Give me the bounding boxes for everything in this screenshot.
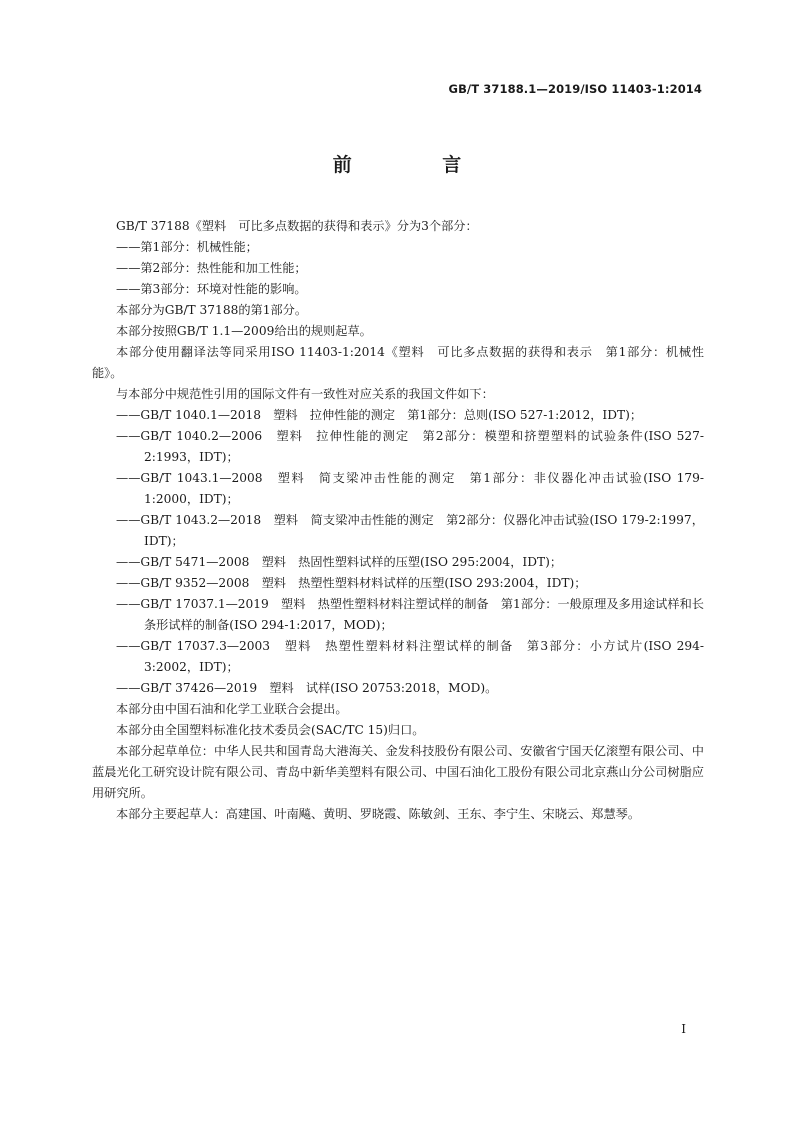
- list-item: ——GB/T 1043.2—2018 塑料 简支梁冲击性能的测定 第2部分：仪器化冲击试验(ISO 179-2:1997，IDT)；: [116, 513, 704, 548]
- list-item: ——GB/T 1040.1—2018 塑料 拉伸性能的测定 第1部分：总则(ISO 527-1:2012，IDT)；: [116, 408, 643, 422]
- paragraph: GB/T 37188《塑料 可比多点数据的获得和表示》分为3个部分：: [116, 219, 478, 233]
- paragraph: 本部分使用翻译法等同采用ISO 11403-1:2014《塑料 可比多点数据的获得和表示 第1部分：机械性能》。: [92, 345, 704, 380]
- list-item: ——GB/T 9352—2008 塑料 热塑性塑料材料试样的压塑(ISO 293:2004，IDT)；: [116, 576, 587, 590]
- paragraph: 与本部分中规范性引用的国际文件有一致性对应关系的我国文件如下：: [116, 387, 494, 401]
- paragraph: 本部分为GB/T 37188的第1部分。: [116, 303, 308, 317]
- list-item: ——GB/T 17037.1—2019 塑料 热塑性塑料材料注塑试样的制备 第1部分：一般原理及多用途试样和长条形试样的制备(ISO 294-1:2017，MOD)；: [116, 597, 704, 632]
- list-item: ——GB/T 5471—2008 塑料 热固性塑料试样的压塑(ISO 295:2004，IDT)；: [116, 555, 563, 569]
- page-number: I: [681, 1022, 686, 1036]
- paragraph: 本部分主要起草人：高建国、叶南飚、黄明、罗晓霞、陈敏剑、王东、李宁生、宋晓云、郑慧琴。: [116, 807, 641, 821]
- paragraph: 本部分起草单位：中华人民共和国青岛大港海关、金发科技股份有限公司、安徽省宁国天亿滚塑有限公司、中蓝晨光化工研究设计院有限公司、青岛中新华美塑料有限公司、中国石油化工股份有限公司北京燕山分公司树脂应用研究所。: [92, 744, 704, 800]
- list-item: ——GB/T 1040.2—2006 塑料 拉伸性能的测定 第2部分：模塑和挤塑塑料的试验条件(ISO 527-2:1993，IDT)；: [116, 429, 704, 464]
- paragraph: 本部分由全国塑料标准化技术委员会(SAC/TC 15)归口。: [116, 723, 425, 737]
- list-item: ——GB/T 37426—2019 塑料 试样(ISO 20753:2018，MOD)。: [116, 681, 498, 695]
- list-item: ——第2部分：热性能和加工性能；: [116, 261, 307, 275]
- list-item: ——GB/T 1043.1—2008 塑料 简支梁冲击性能的测定 第1部分：非仪器化冲击试验(ISO 179-1:2000，IDT)；: [116, 471, 704, 506]
- page-title: 前 言: [332, 154, 504, 176]
- paragraph: 本部分由中国石油和化学工业联合会提出。: [116, 702, 348, 716]
- standard-code-header: GB/T 37188.1—2019/ISO 11403-1:2014: [448, 82, 702, 96]
- list-item: ——第3部分：环境对性能的影响。: [116, 282, 307, 296]
- list-item: ——第1部分：机械性能；: [116, 240, 258, 254]
- foreword-body: [92, 216, 704, 825]
- list-item: ——GB/T 17037.3—2003 塑料 热塑性塑料材料注塑试样的制备 第3部分：小方试片(ISO 294-3:2002，IDT)；: [116, 639, 704, 674]
- paragraph: 本部分按照GB/T 1.1—2009给出的规则起草。: [116, 324, 372, 338]
